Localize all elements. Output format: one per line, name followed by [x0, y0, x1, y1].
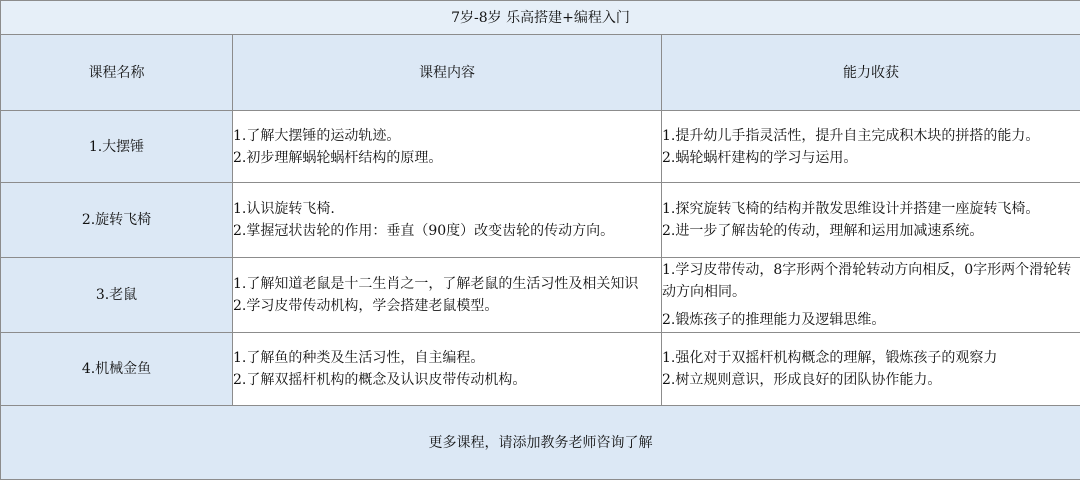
ability-line: 2.进一步了解齿轮的传动，理解和运用加减速系统。 — [662, 220, 1080, 242]
course-name: 4.机械金鱼 — [1, 333, 233, 406]
course-content — [233, 258, 662, 333]
course-name: 2.旋转飞椅 — [1, 183, 233, 258]
course-name: 1.大摆锤 — [1, 111, 233, 183]
content-line: 2.了解双摇杆机构的概念及认识皮带传动机构。 — [233, 369, 661, 391]
table-row — [1, 333, 1080, 406]
table-title: 7岁-8岁 乐高搭建+编程入门 — [1, 1, 1080, 35]
course-content — [233, 111, 662, 183]
ability-gain — [662, 333, 1080, 406]
ability-gain — [662, 183, 1080, 258]
content-line: 1.了解知道老鼠是十二生肖之一，了解老鼠的生活习性及相关知识 — [233, 273, 661, 295]
header-course-name: 课程名称 — [1, 35, 233, 111]
ability-line: 2.树立规则意识，形成良好的团队协作能力。 — [662, 369, 1080, 391]
ability-line: 1.强化对于双摇杆机构概念的理解，锻炼孩子的观察力 — [662, 347, 1080, 369]
content-line: 1.了解鱼的种类及生活习性，自主编程。 — [233, 347, 661, 369]
content-line: 1.认识旋转飞椅. — [233, 198, 661, 220]
content-line: 2.初步理解蜗轮蜗杆结构的原理。 — [233, 147, 661, 169]
ability-line: 2.锻炼孩子的推理能力及逻辑思维。 — [662, 309, 1080, 331]
ability-line: 2.蜗轮蜗杆建构的学习与运用。 — [662, 147, 1080, 169]
course-content — [233, 183, 662, 258]
header-course-content: 课程内容 — [233, 35, 662, 111]
content-line: 2.学习皮带传动机构，学会搭建老鼠模型。 — [233, 295, 661, 317]
table-row — [1, 111, 1080, 183]
ability-gain — [662, 258, 1080, 333]
ability-line: 1.学习皮带传动，8字形两个滑轮转动方向相反，0字形两个滑轮转动方向相同。 — [662, 259, 1080, 303]
course-name: 3.老鼠 — [1, 258, 233, 333]
header-ability-gain: 能力收获 — [662, 35, 1080, 111]
ability-line: 1.提升幼儿手指灵活性，提升自主完成积木块的拼搭的能力。 — [662, 125, 1080, 147]
table-row — [1, 258, 1080, 333]
content-line: 2.掌握冠状齿轮的作用：垂直（90度）改变齿轮的传动方向。 — [233, 220, 661, 242]
ability-gain — [662, 111, 1080, 183]
course-content — [233, 333, 662, 406]
ability-line: 1.探究旋转飞椅的结构并散发思维设计并搭建一座旋转飞椅。 — [662, 198, 1080, 220]
content-line: 1.了解大摆锤的运动轨迹。 — [233, 125, 661, 147]
table-row — [1, 183, 1080, 258]
table-footer: 更多课程，请添加教务老师咨询了解 — [1, 406, 1080, 480]
